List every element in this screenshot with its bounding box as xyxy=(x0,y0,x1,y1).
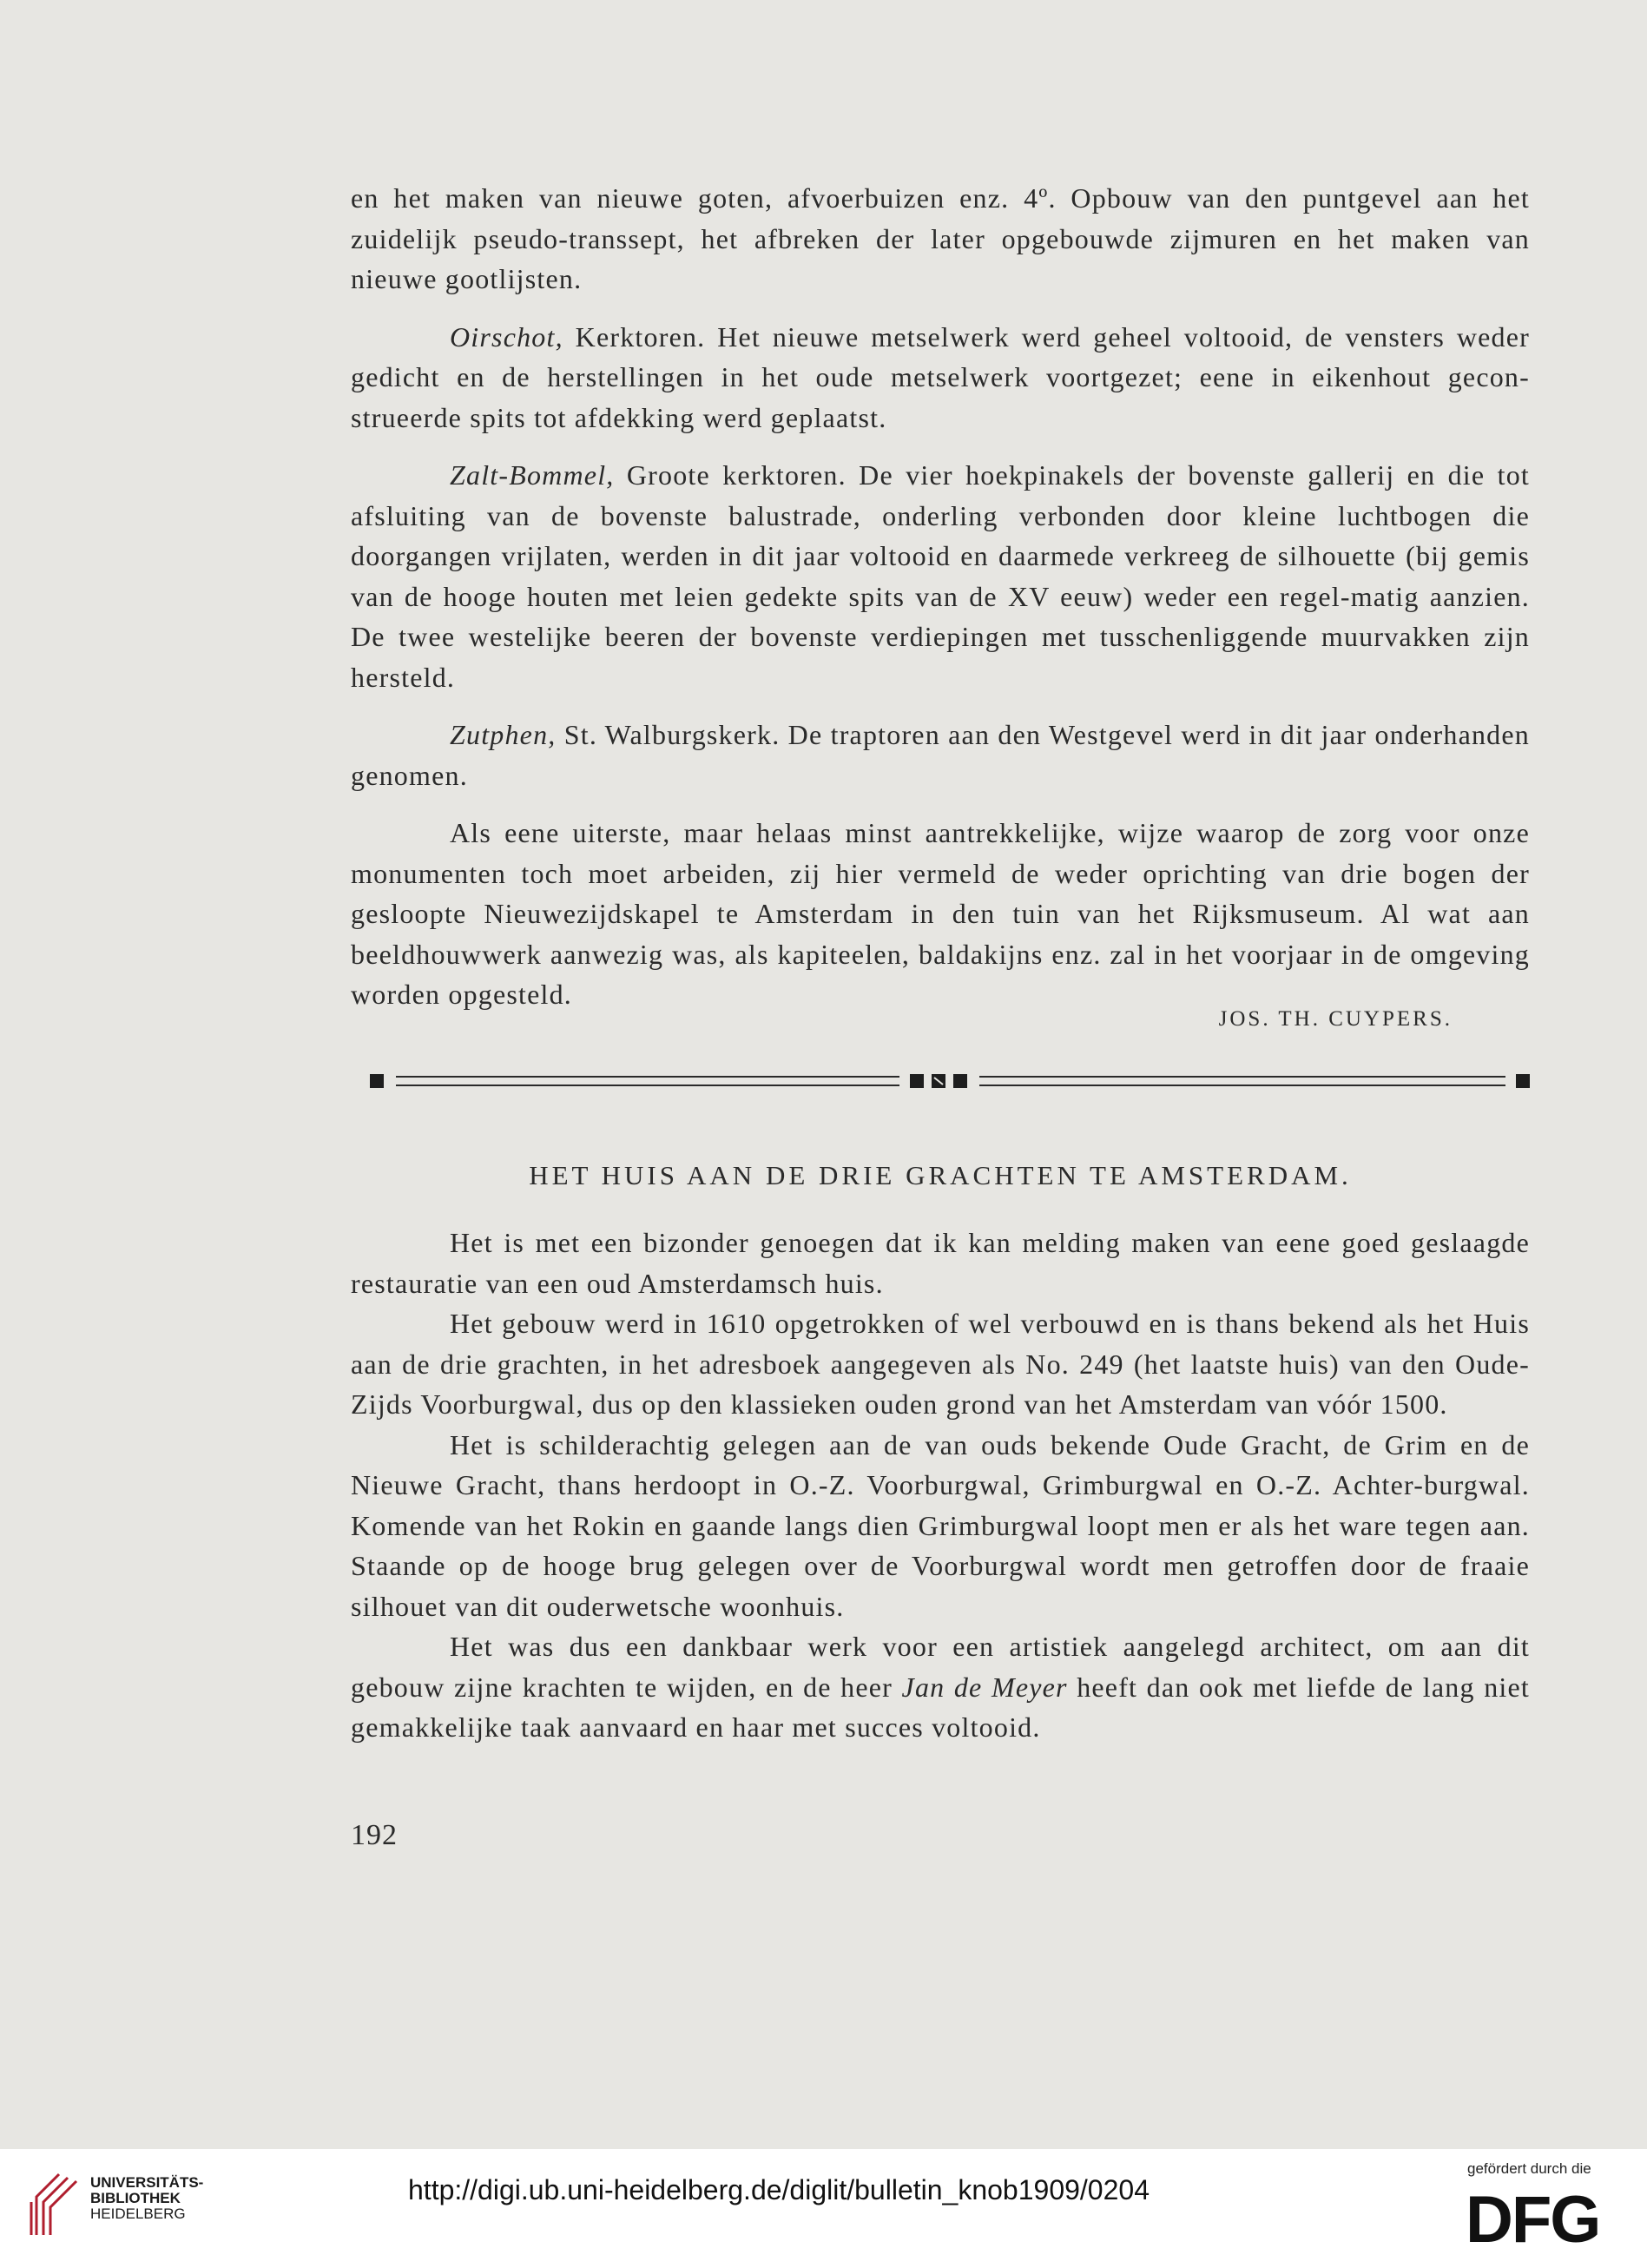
place-name: Zutphen, xyxy=(450,719,557,750)
paragraph: en het maken van nieuwe goten, afvoerbuizen enz. 4º. Opbouw van den puntgevel aan het zuidelijk pseudo-transsept, het afbreken der later opgebouwde zijmuren en het maken van nieuwe gootlijsten. xyxy=(351,182,1530,294)
divider-square xyxy=(953,1074,967,1088)
paragraph-text: St. Walburgskerk. De traptoren aan den Westgevel werd in dit jaar onderhanden genomen. xyxy=(351,719,1530,791)
paragraph: Het is schilderachtig gelegen aan de van ouds bekende Oude Gracht, de Grim en de Nieuwe Gracht, thans herdoopt in O.-Z. Voorburgwal, Grimburgwal en O.-Z. Achter-burgwal. Komende van het Rokin en gaande langs dien Grimburgwal loopt men er als het ware tegen aan. Staande op de hooge brug gelegen over de Voorburgwal wordt men getroffen door de fraaie silhouet van dit ouderwetsche woonhuis. xyxy=(351,1428,1530,1622)
architect-name: Jan de Meyer xyxy=(901,1671,1068,1703)
paragraph: Als eene uiterste, maar helaas minst aantrekkelijke, wijze waarop de zorg voor onze monumenten toch moet arbeiden, zij hier vermeld de weder oprichting van drie bogen der gesloopte Nieuwezijdskapel te Amsterdam in den tuin van het Rijksmuseum. Al wat aan beeldhouwwerk aanwezig was, als kapiteelen, baldakijns enz. zal in het voorjaar in de omgeving worden opgesteld. xyxy=(351,817,1530,1010)
permalink-url[interactable]: http://digi.ub.uni-heidelberg.de/diglit/bulletin_knob1909/0204 xyxy=(408,2174,1150,2205)
footer-bar xyxy=(0,2149,1647,2268)
paragraph: Het gebouw werd in 1610 opgetrokken of wel verbouwd en is thans bekend als het Huis aan de drie grachten, in het adresboek aangegeven als No. 249 (het laatste huis) van den Oude-Zijds Voorburgwal, dus op den klassieken ouden grond van het Amsterdam van vóór 1500. xyxy=(351,1308,1530,1420)
body-text-top xyxy=(351,178,1530,1015)
paragraph-text: Groote kerktoren. De vier hoekpinakels der bovenste gallerij en die tot afsluiting van de bovenste balustrade, onderling verbonden door kleine luchtbogen die doorgangen vrijlaten, werden in dit jaar voltooid en daarmede verkreeg de silhouette (bij gemis van de hooge houten met leien gedekte spits van de XV eeuw) weder een regel-matig aanzien. De twee westelijke beeren der bovenste verdiepingen met tusschenliggende muurvakken zijn hersteld. xyxy=(351,459,1530,693)
university-library-logo-icon xyxy=(24,2171,82,2237)
library-line: BIBLIOTHEK xyxy=(90,2190,181,2206)
author-signature: JOS. TH. CUYPERS. xyxy=(1218,1007,1453,1031)
article-heading: HET HUIS AAN DE DRIE GRACHTEN TE AMSTERDAM. xyxy=(529,1160,1352,1190)
paragraph xyxy=(351,455,1530,697)
place-name: Zalt-Bommel, xyxy=(450,459,615,491)
body-text-bottom xyxy=(351,1223,1530,1748)
dfg-logo-text: DFG xyxy=(1466,2186,1600,2249)
library-name xyxy=(90,2175,203,2222)
divider-square xyxy=(370,1074,384,1088)
paragraph-text: Kerktoren. Het nieuwe metselwerk werd geheel voltooid, de vensters weder gedicht en de herstellingen in het oude metselwerk voortgezet; eene in eikenhout gecon-strueerde spits tot afdekking werd geplaatst. xyxy=(351,320,1530,433)
page-number: 192 xyxy=(351,1819,398,1851)
funding-label: gefördert durch die xyxy=(1467,2160,1591,2177)
library-line: UNIVERSITÄTS- xyxy=(90,2174,204,2191)
library-line: HEIDELBERG xyxy=(90,2205,186,2222)
ornamental-divider xyxy=(370,1068,1533,1094)
paragraph-text: heeft dan ook met liefde de lang niet gemakkelijke taak aanvaard en haar met succes voltooid. xyxy=(351,1671,1530,1743)
paragraph xyxy=(351,715,1530,795)
dfg-logo-icon xyxy=(1466,2186,1622,2249)
divider-square xyxy=(910,1074,924,1088)
paragraph xyxy=(351,317,1530,438)
place-name: Oirschot, xyxy=(450,320,563,353)
paragraph: Het is met een bizonder genoegen dat ik kan melding maken van eene goed geslaagde restauratie van een oud Amsterdamsch huis. xyxy=(351,1227,1530,1299)
paragraph xyxy=(351,1626,1530,1748)
divider-square xyxy=(1516,1074,1530,1088)
paragraph-text: Het was dus een dankbaar werk voor een artistiek aangelegd architect, om aan dit gebouw zijne krachten te wijden, en de heer xyxy=(351,1631,1530,1703)
